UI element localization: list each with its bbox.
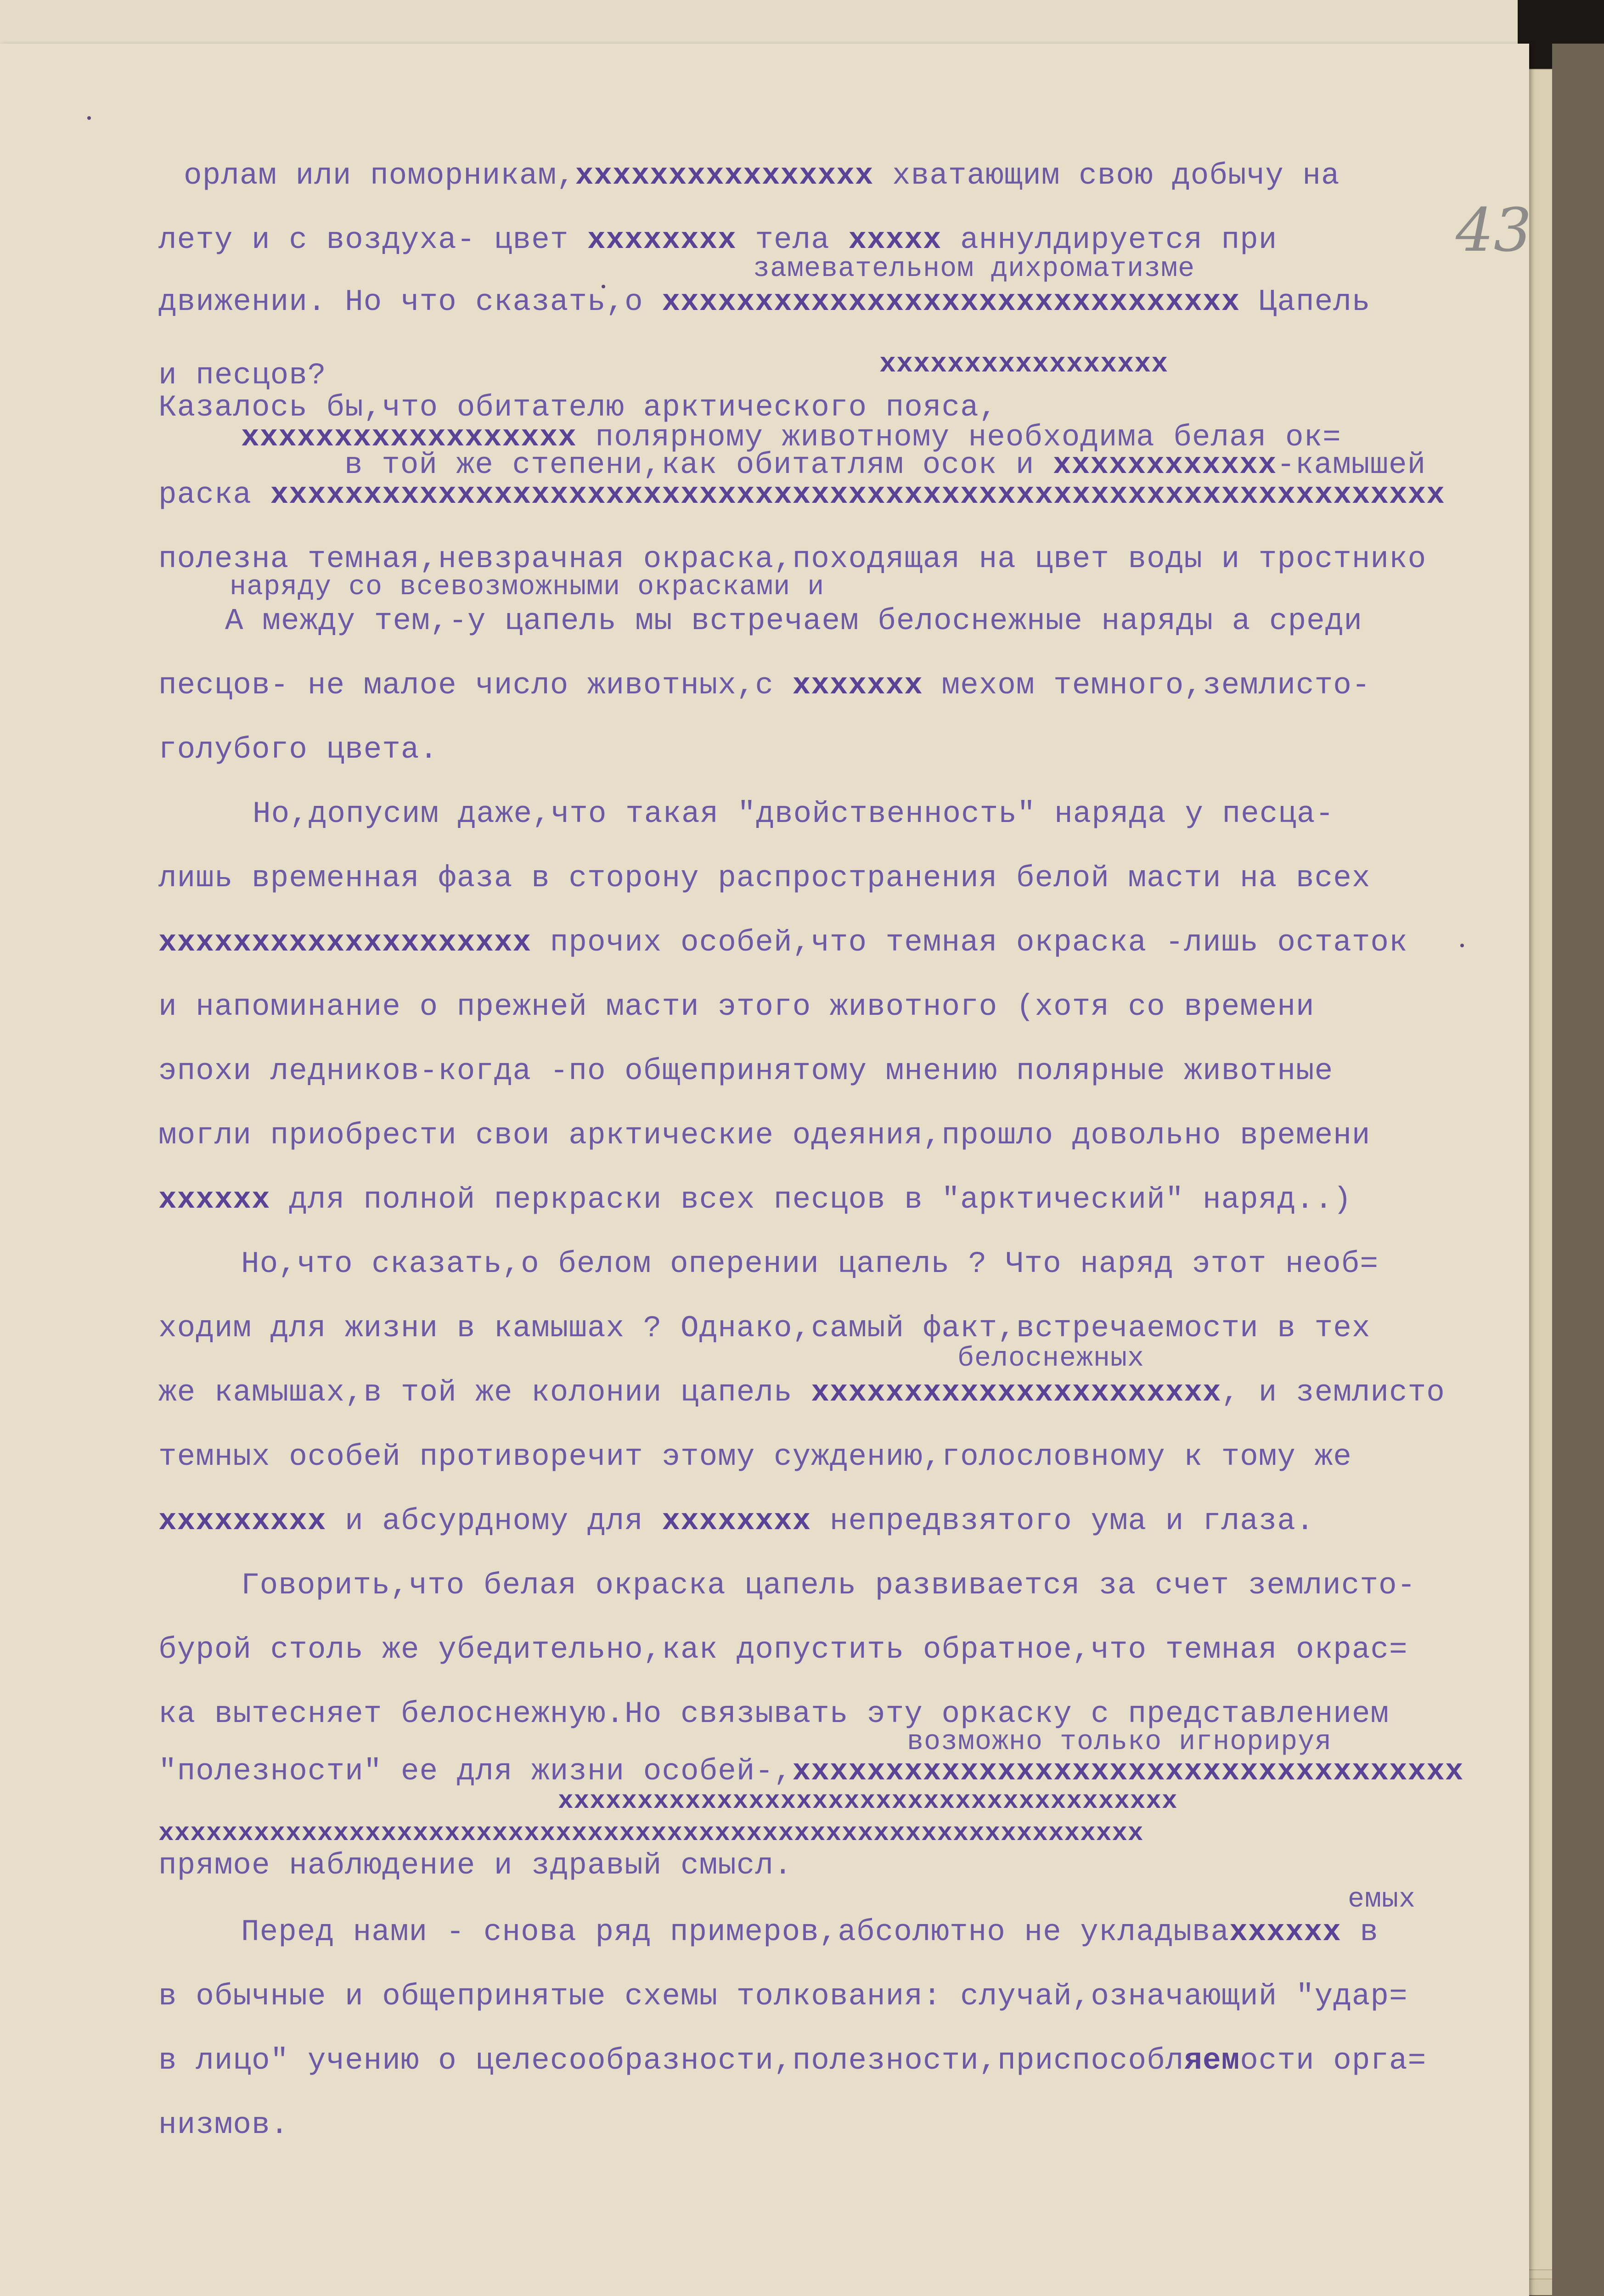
document-page [0,44,1532,2296]
text-line [158,1754,1463,1789]
text-line [158,223,1277,257]
text-line [253,797,1334,831]
typed-text: возможно только игнорируя [907,1727,1332,1758]
text-line [158,990,1315,1024]
typed-text: "полезности" ее для жизни особей-, [158,1754,793,1789]
typed-text: прочих особей,что темная окраска -лишь остаток [531,925,1408,960]
text-line [158,1848,793,1883]
typed-text: хватающим свою добычу на [873,158,1340,193]
struck-out-text: xxxxxxxxx [158,1504,326,1538]
typed-text: ости орга= [1240,2043,1427,2078]
paper-spot [1460,944,1464,947]
typed-text: мехом темного,землисто- [923,668,1371,703]
text-line [158,1182,1352,1217]
typed-text: емых [1348,1884,1416,1915]
typed-text: Цапель [1240,285,1371,319]
struck-out-text: xxxxxx [1229,1915,1341,1949]
typed-text: , и землисто [1221,1375,1445,1410]
text-line [225,604,1362,638]
typed-text: полярному животному необходима белая ок= [576,420,1341,455]
typed-text: непредвзятого ума и глаза. [811,1504,1315,1538]
typed-text: лету и с воздуха- цвет [158,223,587,257]
struck-out-text: яем [1184,2043,1240,2078]
text-line [158,1440,1352,1474]
typed-text: белоснежных [957,1343,1145,1374]
typed-text: раска [158,478,270,512]
typed-text: тела [736,223,849,257]
text-line [158,1632,1408,1667]
typed-text: и песцов? [158,358,326,393]
text-line [344,448,1426,482]
typed-text: Казалось бы,что обитателю арктического пояса, [158,390,998,425]
text-line [241,1915,1379,1949]
typed-text: и напоминание о прежней масти этого животного (хотя со времени [158,990,1315,1024]
text-line-struck [158,1818,1144,1848]
text-line [184,158,1340,193]
struck-out-text: xxxxxxxx [662,1504,811,1538]
typed-text: в обычные и общепринятые схемы толкования: случай,означающий "удар= [158,1979,1408,2014]
text-line [158,1311,1370,1345]
text-line [158,1504,1315,1538]
typed-text: в лицо" учению о целесообразности,полезности,приспособл [158,2043,1184,2078]
typed-text: Перед нами - снова ряд примеров,абсолютно не укладыва [241,1915,1230,1949]
struck-out-text: xxxxxxxxxxxxxxxxxxxxxxxxxxxxxxx [662,285,1240,319]
struck-out-text: xxxxxxxx [587,223,737,257]
typed-text: прямое наблюдение и здравый смысл. [158,1848,793,1883]
text-line-insertion [753,253,1195,285]
typed-text: в [1341,1915,1379,1949]
typed-text: низмов. [158,2108,289,2142]
page-number: 43 [1456,195,1532,265]
text-line [158,668,1370,703]
text-line [158,925,1408,960]
struck-out-text: xxxxxxx [792,668,923,703]
struck-out-text: xxxxxxxxxxxx [1053,448,1277,482]
struck-out-text: xxxxxxxxxxxxxxxxxxxxxxxxxxxxxxxxxxxxxxxxxxxxxxxxxxxxxxxxxxxxxx [158,1818,1144,1848]
typed-text: же камышах,в той же колонии цапель [158,1375,811,1410]
typed-text: -камышей [1277,448,1426,482]
typed-text: бурой столь же убедительно,как допустить обратное,что темная окрас= [158,1632,1408,1667]
typed-text: полезна темная,невзрачная окраска,походящая на цвет воды и тростнико [158,542,1427,576]
paper-spot [87,116,91,120]
struck-out-text: xxxxxxxxxxxxxxxxxxxxxxxxxxxxxxxxxxxx [792,1754,1464,1789]
struck-out-text: xxxxxxxxxxxxxxxxxxxxxxxxxxxxxxxxxxxxxxxxxxxxxxxxxxxxxxxxxxxxxxx [270,478,1445,512]
typed-text: и абсурдному для [326,1504,662,1538]
typed-text: в той же степени,как обитатлям осок и [344,448,1053,482]
text-line [158,1118,1370,1153]
text-line [158,285,1370,319]
text-line [158,1054,1333,1088]
typed-text: лишь временная фаза в сторону распространения белой масти на всех [158,861,1371,895]
typed-text: Но,допусим даже,что такая "двойственность" наряда у песца- [253,797,1334,831]
text-line [158,1979,1408,2014]
text-line [158,2108,289,2142]
struck-out-text: xxxxxxxxxxxxxxxxxxxxxxxxxxxxxxxxxxxxxxx [558,1786,1178,1816]
typed-text: аннулдируется при [941,223,1278,257]
text-line [158,542,1426,576]
text-line [158,390,997,425]
typed-text: наряду со всевозможными окрасками и [230,572,825,603]
typed-text: А между тем,-у цапель мы встречаем белоснежные наряды а среди [225,604,1362,638]
text-line [158,358,326,393]
text-line [158,1375,1445,1410]
text-line [158,1697,1389,1731]
struck-out-text: xxxxxxxxxxxxxxxx [575,158,874,193]
text-line-struck [879,349,1168,380]
typed-text: ходим для жизни в камышах ? Однако,самый факт,встречаемости в тех [158,1311,1371,1345]
text-line-insertion [957,1343,1144,1374]
typed-text: для полной перкраски всех песцов в "арктический" наряд..) [270,1182,1352,1217]
previous-sheet-strip [0,0,1518,45]
text-line [241,1247,1379,1281]
typed-text: эпохи ледников-когда -по общепринятому мнению полярные животные [158,1054,1334,1088]
struck-out-text: xxxxxxxxxxxxxxxxxxxxxx [811,1375,1221,1410]
typed-text: ка вытесняет белоснежную.Но связывать эту оркаску с представлением [158,1697,1390,1731]
text-line [158,478,1445,512]
text-line-insertion [230,572,824,603]
text-line [158,861,1370,895]
text-line-struck [558,1786,1178,1816]
text-line [158,2043,1426,2078]
text-line-insertion [1348,1884,1416,1915]
text-line-insertion [907,1727,1332,1758]
typed-text: Говорить,что белая окраска цапель развивается за счет землисто- [241,1568,1416,1603]
binding-edge [1552,44,1604,2296]
typed-text: могли приобрести свои арктические одеяния,прошло довольно времени [158,1118,1371,1153]
typed-text: песцов- не малое число животных,с [158,668,793,703]
text-line [241,1568,1416,1603]
text-line [158,732,438,767]
typed-text: замевательном дихроматизме [753,253,1195,285]
struck-out-text: xxxxxxxxxxxxxxxxxxxx [158,925,532,960]
struck-out-text: xxxxxx [158,1182,270,1217]
struck-out-text: xxxxxxxxxxxxxxxxx [879,349,1169,380]
typed-text: темных особей противоречит этому суждению,голословному к тому же [158,1440,1352,1474]
typed-text: голубого цвета. [158,732,439,767]
typed-text: орлам или поморникам, [184,158,575,193]
struck-out-text: xxxxxxxxxxxxxxxxxx [241,420,577,455]
typed-text: движении. Но что сказать,о [158,285,662,319]
struck-out-text: xxxxx [848,223,942,257]
typed-text: Но,что сказать,о белом оперении цапель ? Что наряд этот необ= [241,1247,1379,1281]
